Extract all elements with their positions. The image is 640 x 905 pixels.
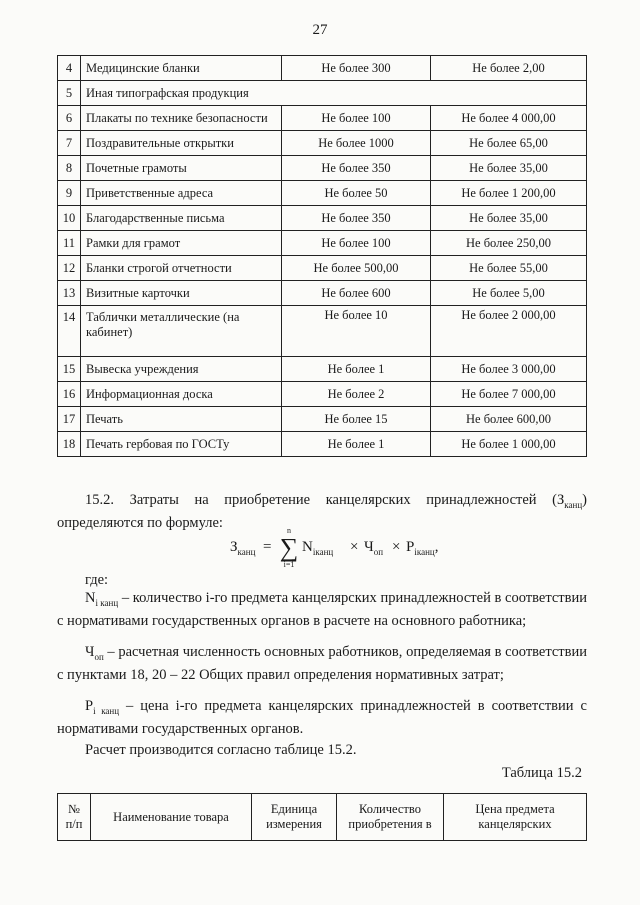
formula-eq: =: [263, 539, 272, 555]
row-quantity: Не более 350: [282, 206, 431, 231]
row-quantity: Не более 500,00: [282, 256, 431, 281]
formula-times-2: ×: [392, 539, 401, 555]
row-name: Приветственные адреса: [81, 181, 282, 206]
header-qty: Количество приобретения в: [337, 794, 444, 841]
row-price: Не более 2 000,00: [431, 306, 587, 357]
row-quantity: Не более 100: [282, 106, 431, 131]
table-label: Таблица 15.2: [501, 765, 582, 781]
row-name: Информационная доска: [81, 382, 282, 407]
row-number: 10: [58, 206, 81, 231]
row-price: Не более 600,00: [431, 407, 587, 432]
row-quantity: Не более 50: [282, 181, 431, 206]
row-name: Таблички металлические (на кабинет): [81, 306, 282, 357]
row-quantity: Не более 2: [282, 382, 431, 407]
table-row: [58, 106, 587, 131]
row-number: 9: [58, 181, 81, 206]
row-quantity: Не более 1000: [282, 131, 431, 156]
row-price: Не более 1 000,00: [431, 432, 587, 457]
table-row: [58, 206, 587, 231]
row-number: 8: [58, 156, 81, 181]
row-price: Не более 2,00: [431, 56, 587, 81]
table-row: [58, 256, 587, 281]
table-row: [58, 357, 587, 382]
row-price: Не более 35,00: [431, 156, 587, 181]
calc-note: Расчет производится согласно таблице 15.2.: [85, 742, 357, 758]
table-header-row: [58, 794, 587, 841]
header-unit: Единица измерения: [252, 794, 337, 841]
row-name: Вывеска учреждения: [81, 357, 282, 382]
row-price: Не более 250,00: [431, 231, 587, 256]
row-number: 4: [58, 56, 81, 81]
row-number: 7: [58, 131, 81, 156]
where-label: где:: [85, 572, 109, 588]
table-15-2: [57, 793, 587, 841]
row-price: Не более 7 000,00: [431, 382, 587, 407]
row-name: Медицинские бланки: [81, 56, 282, 81]
row-price: Не более 5,00: [431, 281, 587, 306]
row-number: 15: [58, 357, 81, 382]
row-name: Благодарственные письма: [81, 206, 282, 231]
row-name: Рамки для грамот: [81, 231, 282, 256]
row-number: 13: [58, 281, 81, 306]
row-price: Не более 1 200,00: [431, 181, 587, 206]
formula-ch: $Ч_{оп}$: [364, 539, 384, 557]
row-quantity: Не более 350: [282, 156, 431, 181]
table-row: [58, 306, 587, 357]
formula-p: $P_{iканц}$,: [406, 539, 439, 557]
formula-n: $N_{iканц}$: [302, 539, 334, 557]
row-quantity: Не более 300: [282, 56, 431, 81]
row-name: Плакаты по технике безопасности: [81, 106, 282, 131]
row-name: Иная типографская продукция: [81, 81, 587, 106]
row-quantity: Не более 10: [282, 306, 431, 357]
table-row: [58, 156, 587, 181]
row-quantity: Не более 100: [282, 231, 431, 256]
header-name: Наименование товара: [91, 794, 252, 841]
table-row: [58, 407, 587, 432]
table-row: [58, 432, 587, 457]
row-name: Печать: [81, 407, 282, 432]
table-row: [58, 81, 587, 106]
row-name: Визитные карточки: [81, 281, 282, 306]
table-row: [58, 231, 587, 256]
row-number: 16: [58, 382, 81, 407]
row-quantity: Не более 1: [282, 432, 431, 457]
row-price: Не более 55,00: [431, 256, 587, 281]
row-number: 5: [58, 81, 81, 106]
row-name: Почетные грамоты: [81, 156, 282, 181]
page-number: 27: [312, 22, 328, 38]
row-number: 18: [58, 432, 81, 457]
row-price: Не более 35,00: [431, 206, 587, 231]
table-row: [58, 181, 587, 206]
definition-n: $N_{i канц}$ – количество i-го предмета канцелярских принадлежностей в соответствии с нормативами государственных органов в расчете на основного работника;: [57, 590, 587, 629]
items-table: [57, 55, 587, 457]
row-quantity: Не более 15: [282, 407, 431, 432]
row-quantity: Не более 600: [282, 281, 431, 306]
row-number: 14: [58, 306, 81, 357]
table-row: [58, 131, 587, 156]
row-price: Не более 65,00: [431, 131, 587, 156]
row-number: 17: [58, 407, 81, 432]
table-row: [58, 281, 587, 306]
table-row: [58, 56, 587, 81]
row-quantity: Не более 1: [282, 357, 431, 382]
row-name: Печать гербовая по ГОСТу: [81, 432, 282, 457]
row-price: Не более 4 000,00: [431, 106, 587, 131]
table-row: [58, 382, 587, 407]
row-name: Бланки строгой отчетности: [81, 256, 282, 281]
header-price: Цена предмета канцелярских: [444, 794, 587, 841]
row-number: 11: [58, 231, 81, 256]
row-name: Поздравительные открытки: [81, 131, 282, 156]
sum-symbol: n ∑ i=1: [279, 526, 299, 569]
row-number: 12: [58, 256, 81, 281]
row-price: Не более 3 000,00: [431, 357, 587, 382]
formula-lhs: $З_{канц}$: [230, 539, 256, 557]
definition-ch: $Ч_{оп}$ – расчетная численность основных работников, определяемая в соответствии с пунктами 18, 20 – 22 Общих правил определения нормативных затрат;: [57, 644, 587, 683]
row-number: 6: [58, 106, 81, 131]
header-number: № п/п: [58, 794, 91, 841]
section-intro: 15.2. Затраты на приобретение канцелярских принадлежностей $(З_{канц})$ определяются по формуле:: [57, 492, 587, 531]
definition-p: $P_{i канц}$ – цена i-го предмета канцелярских принадлежностей в соответствии с нормативами государственных органов.: [57, 698, 587, 737]
formula-times-1: ×: [350, 539, 359, 555]
